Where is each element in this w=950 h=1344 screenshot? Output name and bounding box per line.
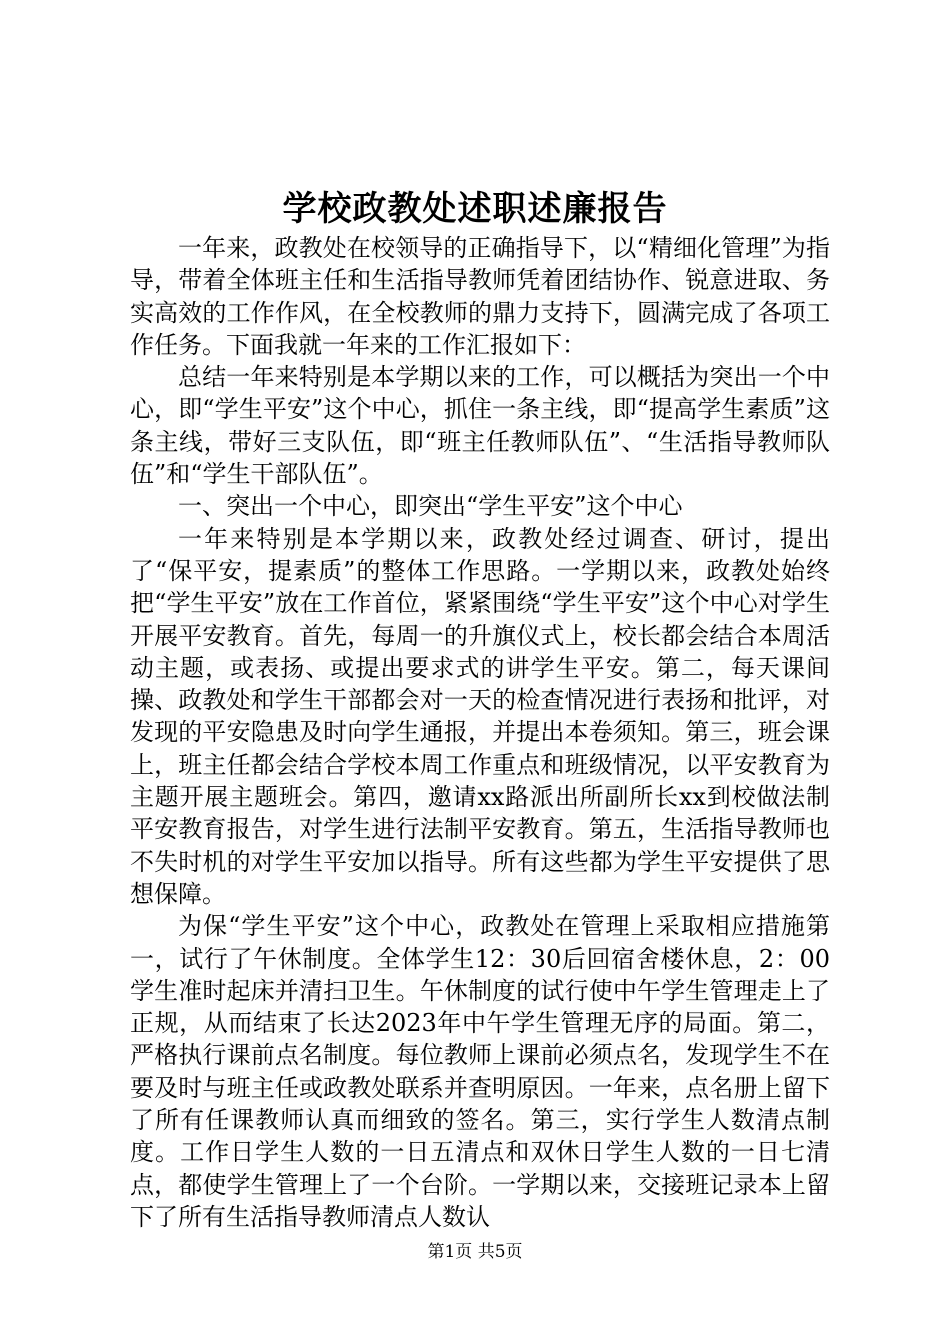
paragraph-summary: 总结一年来特别是本学期以来的工作，可以概括为突出一个中心，即“学生平安”这个中心，抓住一条主线，即“提高学生素质”这条主线，带好三支队伍，即“班主任教师队伍”、“生活指导教师队伍”和“学生干部队伍”。 (130, 363, 830, 489)
page-footer: 第1页 共5页 (427, 1242, 523, 1262)
document-title: 学校政教处述职述廉报告 (282, 189, 668, 229)
document-body (130, 232, 830, 1233)
section-heading-one: 一、突出一个中心，即突出“学生平安”这个中心 (178, 492, 683, 521)
paragraph-intro: 一年来，政教处在校领导的正确指导下，以“精细化管理”为指导，带着全体班主任和生活指导教师凭着团结协作、锐意进取、务实高效的工作作风，在全校教师的鼎力支持下，圆满完成了各项工作任务。下面我就一年来的工作汇报如下： (130, 234, 830, 359)
paragraph-safety-education: 一年来特别是本学期以来，政教处经过调查、研讨，提出了“保平安，提素质”的整体工作思路。一学期以来，政教处始终把“学生平安”放在工作首位，紧紧围绕“学生平安”这个中心对学生开展平安教育。首先，每周一的升旗仪式上，校长都会结合本周活动主题，或表扬、或提出要求式的讲学生平安。第二，每天课间操、政教处和学生干部都会对一天的检查情况进行表扬和批评，对发现的平安隐患及时向学生通报，并提出本卷须知。第三，班会课上，班主任都会结合学校本周工作重点和班级情况，以平安教育为主题开展主题班会。第四，邀请xx路派出所副所长xx到校做法制平安教育报告，对学生进行法制平安教育。第五，生活指导教师也不失时机的对学生平安加以指导。所有这些都为学生平安提供了思想保障。 (130, 524, 830, 908)
paragraph-management-measures: 为保“学生平安”这个中心，政教处在管理上采取相应措施第一，试行了午休制度。全体学生12：30后回宿舍楼休息，2：00学生准时起床并清扫卫生。午休制度的试行使中午学生管理走上了正规，从而结束了长达2023年中午学生管理无序的局面。第二，严格执行课前点名制度。每位教师上课前必须点名，发现学生不在要及时与班主任或政教处联系并查明原因。一年来，点名册上留下了所有任课教师认真而细致的签名。第三，实行学生人数清点制度。工作日学生人数的一日五清点和双休日学生人数的一日七清点，都使学生管理上了一个台阶。一学期以来，交接班记录本上留下了所有生活指导教师清点人数认 (130, 912, 830, 1231)
